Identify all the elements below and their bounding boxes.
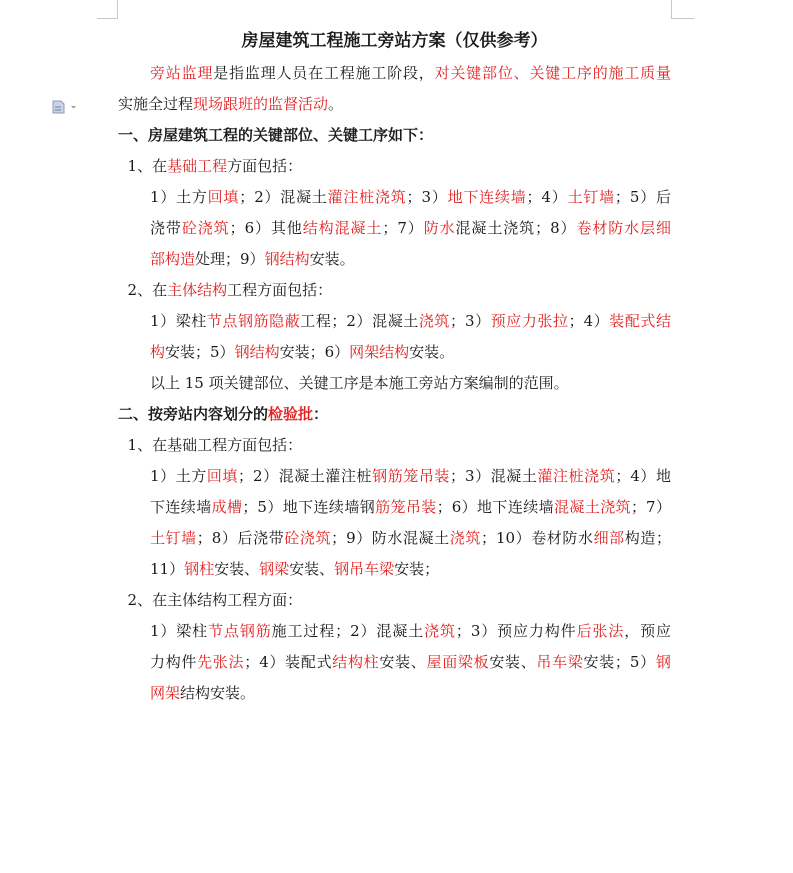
text-run: 安装、 xyxy=(489,653,537,671)
text-run: 以上 15 项关键部位、关键工序是本施工旁站方案编制的范围。 xyxy=(150,374,569,392)
text-run: 一、房屋建筑工程的关键部位、关键工序如下： xyxy=(118,126,434,144)
text-line xyxy=(118,430,671,461)
text-run: ；3）预应力构件 xyxy=(455,622,577,640)
text-line xyxy=(118,337,671,368)
text-run: ；5）后 xyxy=(614,188,671,206)
text-run: 二、按旁站内容划分的 xyxy=(118,405,269,423)
highlighted-term: 装配式结 xyxy=(609,312,671,330)
text-run: 1、在基础工程方面包括： xyxy=(118,436,303,454)
text-run: 是指监理人员在工程施工阶段， xyxy=(213,64,435,82)
text-line xyxy=(118,554,671,585)
highlighted-term: 对关键部位、关键工序的施工质量 xyxy=(434,64,671,82)
text-run: 安装；6） xyxy=(279,343,350,361)
text-line xyxy=(118,306,671,337)
text-line xyxy=(118,182,671,213)
highlighted-term: 土钉墙 xyxy=(150,529,197,547)
text-run: 1）土方 xyxy=(150,188,208,206)
highlighted-term: 结构混凝土 xyxy=(302,219,383,237)
text-line xyxy=(118,461,671,492)
highlighted-term: 旁站监理 xyxy=(150,64,214,82)
text-run: ，预应 xyxy=(624,622,671,640)
highlighted-term: 屋面梁板 xyxy=(426,653,490,671)
highlighted-term: 后张法 xyxy=(576,622,625,640)
highlighted-term: 浇筑 xyxy=(449,529,481,547)
text-run: ；2）混凝土灌注桩 xyxy=(238,467,373,485)
page-corner-mark-top-right xyxy=(671,0,694,19)
text-line xyxy=(118,151,671,182)
text-line xyxy=(118,244,671,275)
highlighted-term: 土钉墙 xyxy=(567,188,615,206)
text-run: 1）梁柱 xyxy=(150,312,207,330)
text-run: 安装； xyxy=(394,560,440,578)
text-line xyxy=(118,368,671,399)
highlighted-term: 钢 xyxy=(655,653,671,671)
highlighted-term: 基础工程 xyxy=(167,157,228,175)
highlighted-term: 主体结构 xyxy=(167,281,228,299)
text-line xyxy=(118,120,671,151)
text-line xyxy=(118,89,671,120)
text-run: ；2）混凝土 xyxy=(239,188,328,206)
text-run: 1）梁柱 xyxy=(150,622,209,640)
text-run: ： xyxy=(313,405,329,423)
text-run: 力构件 xyxy=(150,653,198,671)
text-run: 安装、 xyxy=(289,560,335,578)
text-run: ；3）混凝土 xyxy=(450,467,538,485)
text-run: 安装；5） xyxy=(165,343,235,361)
text-run: 11） xyxy=(150,560,185,578)
highlighted-term: 节点钢筋 xyxy=(208,622,272,640)
text-run: ；9）防水混凝土 xyxy=(331,529,450,547)
text-run: ；6）地下连续墙 xyxy=(436,498,555,516)
text-run: ；10）卷材防水 xyxy=(480,529,594,547)
highlighted-term: 钢结构 xyxy=(234,343,280,361)
text-run: ；4）装配式 xyxy=(244,653,333,671)
highlighted-term: 砼浇筑 xyxy=(181,219,230,237)
highlighted-term: 结构柱 xyxy=(332,653,380,671)
highlighted-term: 吊车梁 xyxy=(536,653,584,671)
text-run: 安装；5） xyxy=(583,653,656,671)
highlighted-term: 回填 xyxy=(206,467,238,485)
text-run: 安装。 xyxy=(309,250,355,268)
text-run: 2、在主体结构工程方面： xyxy=(118,591,303,609)
highlighted-term: 检验批 xyxy=(268,405,314,423)
highlighted-term: 构 xyxy=(150,343,166,361)
text-run: 安装、 xyxy=(214,560,260,578)
document-body xyxy=(118,58,671,709)
text-run: ；4） xyxy=(568,312,610,330)
highlighted-term: 卷材防水层细 xyxy=(576,219,671,237)
text-line xyxy=(118,492,671,523)
highlighted-term: 网架 xyxy=(150,684,181,702)
text-line xyxy=(118,523,671,554)
highlighted-term: 地下连续墙 xyxy=(447,188,527,206)
text-run: 施工过程；2）混凝土 xyxy=(271,622,425,640)
document-title: 房屋建筑工程施工旁站方案（仅供参考） xyxy=(241,31,548,51)
highlighted-term: 成槽 xyxy=(211,498,243,516)
text-line xyxy=(118,678,671,709)
highlighted-term: 细部 xyxy=(593,529,625,547)
highlighted-term: 防水 xyxy=(423,219,456,237)
highlighted-term: 预应力张拉 xyxy=(490,312,569,330)
highlighted-term: 钢吊车梁 xyxy=(334,560,395,578)
highlighted-term: 钢结构 xyxy=(264,250,310,268)
highlighted-term: 灌注桩浇筑 xyxy=(327,188,407,206)
text-run: 。 xyxy=(328,95,344,113)
highlighted-term: 筋笼吊装 xyxy=(375,498,437,516)
highlighted-term: 钢筋笼吊装 xyxy=(372,467,451,485)
text-run: ；5）地下连续墙钢 xyxy=(242,498,376,516)
text-run: 浇带 xyxy=(150,219,182,237)
text-line xyxy=(118,399,671,430)
text-run: 混凝土浇筑；8） xyxy=(455,219,577,237)
text-run: ；4）地 xyxy=(615,467,672,485)
text-run: 工程；2）混凝土 xyxy=(300,312,419,330)
text-run: 安装、 xyxy=(379,653,427,671)
text-run: 下连续墙 xyxy=(150,498,212,516)
text-run: 工程方面包括： xyxy=(227,281,333,299)
text-run: 结构安装。 xyxy=(180,684,256,702)
text-line xyxy=(118,647,671,678)
page-corner-mark-top-left xyxy=(97,0,118,19)
text-run: ；6）其他 xyxy=(229,219,303,237)
highlighted-term: 混凝土浇筑 xyxy=(554,498,632,516)
text-run: 2、在 xyxy=(118,281,168,299)
text-run: 方面包括： xyxy=(227,157,303,175)
text-run: 实施全过程 xyxy=(118,95,194,113)
highlighted-term: 回填 xyxy=(207,188,240,206)
document-page xyxy=(118,28,671,709)
highlighted-term: 钢柱 xyxy=(184,560,215,578)
text-run: ；3） xyxy=(450,312,491,330)
text-run: 构造； xyxy=(624,529,671,547)
text-line xyxy=(118,616,671,647)
text-run: ；3） xyxy=(406,188,448,206)
text-run: ；8）后浇带 xyxy=(196,529,285,547)
text-run: ；7） xyxy=(382,219,424,237)
highlighted-term: 现场跟班的监督活动 xyxy=(193,95,329,113)
highlighted-term: 节点钢筋隐蔽 xyxy=(206,312,301,330)
highlighted-term: 灌注桩浇筑 xyxy=(537,467,616,485)
highlighted-term: 浇筑 xyxy=(418,312,450,330)
highlighted-term: 砼浇筑 xyxy=(284,529,332,547)
text-run: 安装。 xyxy=(409,343,455,361)
text-run: 1）土方 xyxy=(150,467,207,485)
highlighted-term: 先张法 xyxy=(197,653,245,671)
highlighted-term: 部构造 xyxy=(150,250,196,268)
text-line xyxy=(118,213,671,244)
highlighted-term: 浇筑 xyxy=(424,622,456,640)
text-line xyxy=(118,58,671,89)
document-icon[interactable] xyxy=(52,100,80,114)
highlighted-term: 网架结构 xyxy=(349,343,410,361)
text-line xyxy=(118,585,671,616)
highlighted-term: 钢梁 xyxy=(259,560,290,578)
text-run: 1、在 xyxy=(118,157,168,175)
text-run: ；4） xyxy=(526,188,568,206)
text-line xyxy=(118,275,671,306)
text-run: ；7） xyxy=(631,498,671,516)
text-run: 处理；9） xyxy=(195,250,265,268)
